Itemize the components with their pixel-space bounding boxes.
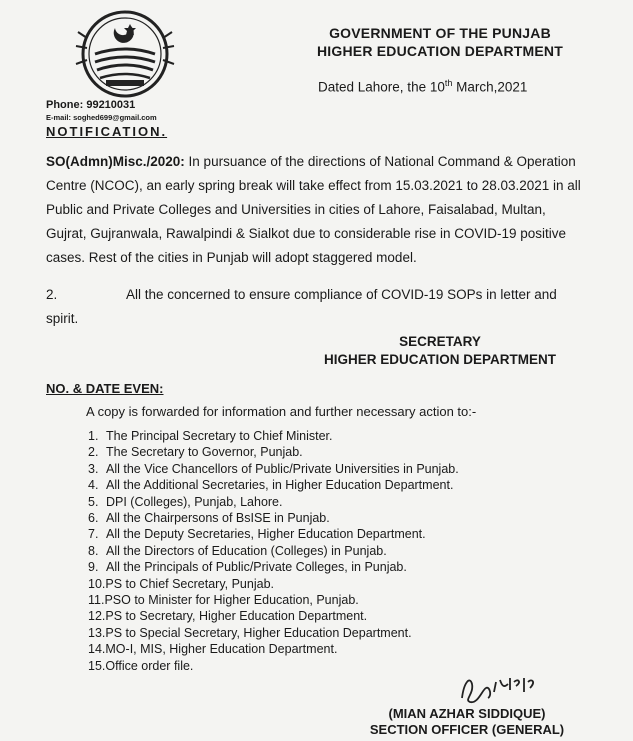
- list-item: 2. The Secretary to Governor, Punjab.: [88, 445, 303, 460]
- paragraph-1-text: In pursuance of the directions of National Command & Operation Centre (NCOC), an early spring break will take effect from 15.03.2021 to 28.03.2021 in all Public and Private Colleges and Universities in cities of Lahore, Faisalabad, Multan, Gujrat, Gujranwala, Rawalpindi & Sialkot due to considerable rise in COVID-19 positive cases. Rest of the cities in Punjab will adopt staggered model.: [46, 154, 581, 265]
- signer-title: SECTION OFFICER (GENERAL): [369, 722, 565, 737]
- list-item: 15.Office order file.: [88, 658, 194, 673]
- paragraph-2-number: 2.: [46, 287, 58, 302]
- no-and-date-even: NO. & DATE EVEN:: [46, 381, 164, 396]
- punjab-government-logo-icon: [70, 8, 180, 100]
- phone-number: Phone: 99210031: [46, 99, 136, 111]
- date-suffix: March,2021: [452, 79, 528, 95]
- date-prefix: Dated Lahore, the 10: [318, 79, 445, 95]
- list-item: 5. DPI (Colleges), Punjab, Lahore.: [88, 494, 283, 509]
- paragraph-2-text: All the concerned to ensure compliance of COVID-19 SOPs in letter and spirit.: [46, 287, 557, 326]
- secretary-title: SECRETARY: [399, 334, 481, 349]
- signing-officer: [352, 706, 582, 738]
- notification-paragraph-1: [46, 150, 586, 270]
- list-item: 14.MO-I, MIS, Higher Education Department.: [88, 642, 338, 657]
- gov-title-line2: HIGHER EDUCATION DEPARTMENT: [317, 43, 563, 59]
- list-item: 13.PS to Special Secretary, Higher Education Department.: [88, 625, 412, 640]
- list-item: 6. All the Chairpersons of BsISE in Punjab.: [88, 511, 330, 526]
- list-item: 1. The Principal Secretary to Chief Minister.: [88, 429, 333, 443]
- notification-heading: NOTIFICATION.: [46, 124, 168, 139]
- list-item: 7. All the Deputy Secretaries, Higher Education Department.: [88, 527, 426, 542]
- department-header: [300, 24, 580, 60]
- list-item: 10.PS to Chief Secretary, Punjab.: [88, 576, 274, 591]
- reference-number: SO(Admn)Misc./2020:: [46, 154, 185, 169]
- date-superscript: th: [444, 78, 453, 88]
- list-item: 12.PS to Secretary, Higher Education Department.: [88, 609, 368, 624]
- list-item: 8. All the Directors of Education (Colleges) in Punjab.: [88, 543, 387, 558]
- forward-intro: A copy is forwarded for information and further necessary action to:-: [86, 404, 477, 419]
- list-item: 11.PSO to Minister for Higher Education, Punjab.: [88, 593, 359, 608]
- list-item: 4. All the Additional Secretaries, in Higher Education Department.: [88, 478, 454, 493]
- list-item: 9. All the Principals of Public/Private Colleges, in Punjab.: [88, 560, 407, 575]
- secretary-block: [320, 333, 560, 369]
- email-address: E-mail: soghed699@gmail.com: [46, 113, 157, 122]
- gov-title-line1: GOVERNMENT OF THE PUNJAB: [329, 25, 551, 41]
- copy-recipient-list: [88, 428, 459, 674]
- notification-paragraph-2: [46, 283, 586, 331]
- date-line: [318, 78, 527, 95]
- signer-name: (MIAN AZHAR SIDDIQUE): [388, 706, 546, 721]
- list-item: 3. All the Vice Chancellors of Public/Private Universities in Punjab.: [88, 461, 459, 476]
- secretary-department: HIGHER EDUCATION DEPARTMENT: [324, 352, 556, 367]
